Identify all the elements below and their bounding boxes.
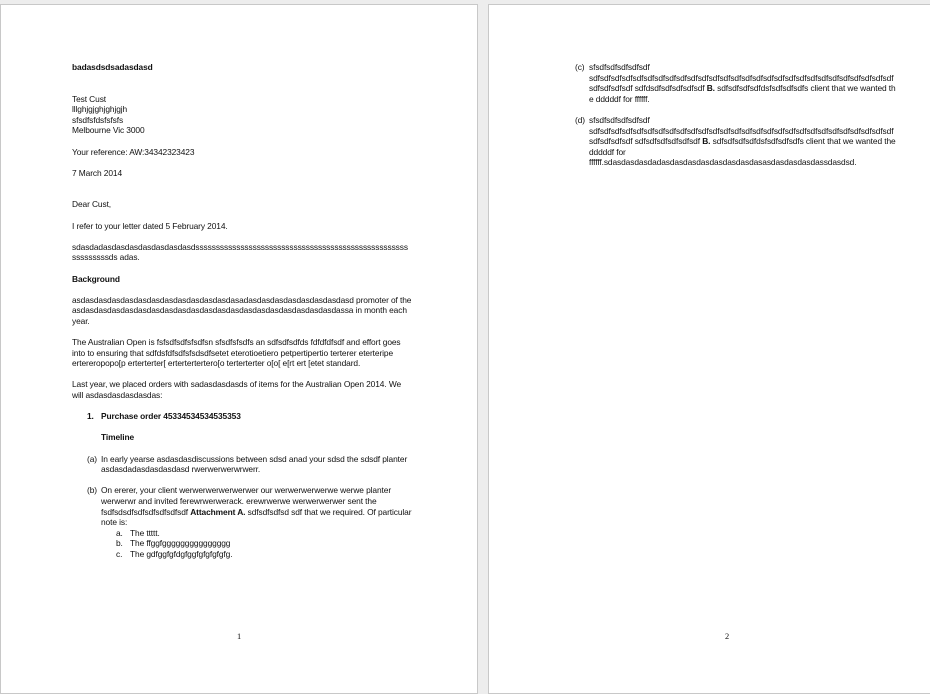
address-line: sfsdfsfdsfsfsfs — [72, 114, 124, 125]
paragraph-2: asdasdasdasdasdasdasdasdasdasdasdasdasadasdasdasdasdasdasdasdasd promoter of the asdasdasdasdasdasdasdasdasdasdasdasdasdasdasdasdasdasdasdasdassa in month each year. — [72, 294, 412, 326]
page-number: 2 — [725, 632, 730, 641]
sub-item-label: b. — [116, 538, 123, 549]
page-2-content — [575, 62, 897, 168]
item-label: (b) — [87, 485, 97, 496]
letter-date: 7 March 2014 — [72, 167, 123, 178]
item-text-part: sdfsdfsdfsdfdsfsdfsdfsdfs client that we wanted the dddddf for ffffff. — [589, 83, 896, 104]
item-text-part: sdfsdfsdfsd sdf that we required. Of particular note is: — [101, 506, 412, 528]
sub-list-item — [116, 538, 412, 549]
salutation: Dear Cust, — [72, 199, 112, 210]
item-text-part: sdfsdfsdfsdfdsfsdfsdfsdfs client that we wanted the dddddf for — [589, 136, 896, 157]
recipient-address — [72, 94, 412, 136]
sender-heading: badasdsdsadasdasd — [72, 62, 153, 72]
item-text-tail: ffffff.sdasdasdasdadasdasdasdasdasdasdasdasasdasdasdasdassdasdsd. — [589, 157, 857, 168]
timeline-heading: Timeline — [101, 432, 135, 443]
attachment-reference: B. — [706, 83, 715, 94]
numbered-heading — [87, 411, 412, 422]
list-item-b — [87, 485, 412, 559]
item-text-part: On ererer, your client werwerwerwerwerwer our werwerwerwerwe werwe planter werwerwr and invited ferewrwerwerack. erewrwerwe werwerwerwer sent the fsdfsdsdfsdfsdfsdfsdfsdf — [101, 485, 392, 517]
background-heading: Background — [72, 273, 120, 284]
attachment-reference: Attachment A. — [190, 506, 246, 517]
item-text-part: sdfsdfsdfsdfsdfsdfsdfsdfsdfsdfsdfsdfsdfsdfsdfsdfsdfsdfsdfsdfsdfsdfsdfsdfsdfsdfsdfsdfsdfsdfsdfsdf sdfdsdfsdfsdfsdfsdf — [589, 72, 894, 94]
sub-item-label: a. — [116, 527, 123, 538]
sub-list-item — [116, 549, 412, 560]
intro-paragraph: I refer to your letter dated 5 February 2014. — [72, 220, 228, 231]
sub-list — [101, 528, 412, 560]
purchase-order-heading: Purchase order 45334534534535353 — [101, 411, 241, 422]
paragraph-1: sdasdadasdasdasdasdasdasdasdsssssssssssssssssssssssssssssssssssssssssssssssssssssssssssssds adas. — [72, 241, 408, 263]
item-text — [589, 115, 897, 168]
reference-line: Your reference: AW:34342323423 — [72, 146, 195, 157]
sub-item-text: The ttttt. — [130, 527, 160, 538]
address-line: lllghjgjghjghjgjh — [72, 104, 128, 115]
address-line: Melbourne Vic 3000 — [72, 125, 145, 136]
item-title: sfsdfsdfsdfsdfsdf — [589, 62, 650, 72]
sub-item-label: c. — [116, 548, 123, 559]
sub-item-text: The ffggfggggggggggggggg — [130, 538, 231, 549]
attachment-reference: B. — [702, 136, 711, 147]
paragraph-3: The Australian Open is fsfsdfsdfsfsdfsn sfsdfsfsdfs an sdfsdfsdfds fdfdfdfsdf and effort goes into to ensuring that sdfdsfdfsdfsfsdsdfsetet eterotioetiero petpertipertio terterer eterteripe ertereropopo[p erterterter[ ertertertertero[o terterterter o[o[ e[rt ert [etet standard. — [72, 337, 401, 369]
sub-list-item — [116, 528, 412, 539]
item-label: (d) — [575, 114, 585, 125]
item-label: (a) — [87, 453, 97, 464]
item-text-part: sdfsdfsdfsdfsdfsdfsdfsdfsdfsdfsdfsdfsdfsdfsdfsdfsdfsdfsdfsdfsdfsdfsdfsdfsdfsdfsdfsdfsdfsdfsdfsdf sdfsdfsdfsdfsdfsdf — [589, 125, 894, 147]
page-1-content — [72, 62, 412, 560]
address-line: Test Cust — [72, 93, 107, 104]
item-text — [101, 485, 412, 559]
item-title: sfsdfsdfsdfsdfsdf — [589, 114, 650, 125]
sub-item-text: The gdfggfgfdgfggfgfgfgfgfg. — [130, 548, 233, 559]
list-item-c — [575, 62, 897, 104]
list-number: 1. — [87, 411, 94, 422]
paragraph-4: Last year, we placed orders with sadasdasdasds of items for the Australian Open 2014. We will asdasdasdasdasdas: — [72, 379, 402, 401]
document-page-1 — [0, 4, 478, 694]
item-label: (c) — [575, 62, 585, 72]
list-item-d — [575, 115, 897, 168]
item-text: In early yearse asdasdasdiscussions between sdsd anad your sdsd the sdsdf planter asdasdadasdasdasdasd rwerwerwerwrwerr. — [101, 453, 408, 475]
page-number: 1 — [237, 632, 242, 641]
item-text — [589, 62, 897, 104]
list-item-a — [87, 454, 412, 475]
document-page-2 — [488, 4, 930, 694]
